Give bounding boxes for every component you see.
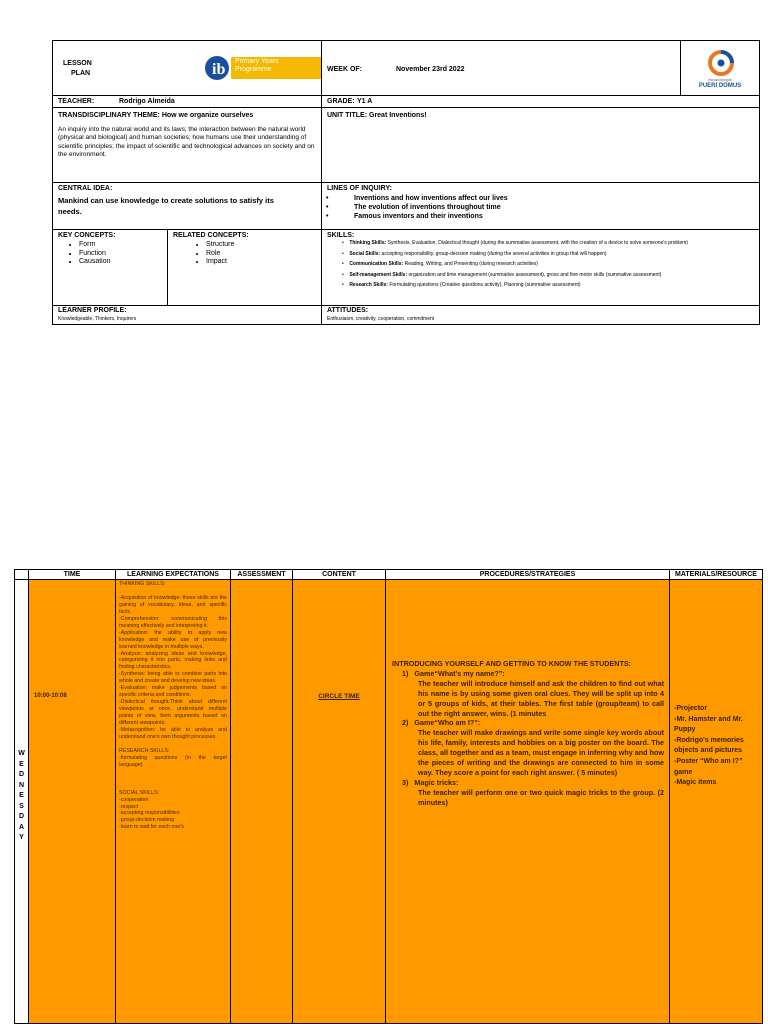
expectation-line: -Application: the ability to apply new knowledge and make use of previously learned knowledge in multiple ways. [119,629,227,650]
learning-expectations-text [116,580,230,832]
procedure-description: The teacher will make drawings and write some single key words about his life, family, interests and hobbies on a big poster on the board. The class, all together and as a team, must engage in inferring why and how the pieces of writing and the drawings are connected to him in some way. They score a point for each right answer. ( 5 minutes) [418,728,664,777]
plan-word: PLAN [71,70,91,77]
expectation-line: RESEARCH SKILLS: [119,747,170,754]
materials-cell [669,579,763,1024]
expectation-line: -Analysis: analyzing ideas and knowledge, categorizing it into parts, making links and finding characteristics. [119,650,227,671]
unit-title: UNIT TITLE: Great Inventions! [327,112,427,119]
header-learning-expectations: LEARNING EXPECTATIONS [115,569,231,580]
central-idea-text: Mankind can use knowledge to create solutions to satisfy its needs. [58,196,274,216]
materials-list [674,704,762,789]
day-label [15,749,28,844]
week-cell [321,40,681,96]
header-materials: MATERIALS/RESOURCE [669,569,763,580]
attitudes-text: Enthusiasm, creativity, cooperation, commitment [327,316,435,322]
expectation-line: -Evaluation: make judgements based on specific criteria and conditions. [119,685,227,699]
teacher-name: Rodrigo Almeida [119,98,175,105]
grade-value: Y1 A [357,98,373,105]
header-assessment: ASSESSMENT [230,569,293,580]
day-letter: W [18,750,25,757]
inquiry-line: • Inventions and how inventions affect our lives [326,195,508,202]
procedure-title: Magic tricks: [414,777,459,787]
day-letter: S [19,802,24,810]
lesson-word: LESSON [63,60,92,67]
procedure-item [402,718,664,777]
expectation-line: -Synthesis: being able to combine parts into whole and create and develop new ideas. [119,671,227,685]
learner-profile-text: Knowledgeable, Thinkers, Inquirers [58,316,137,322]
skill-text: accepting responsibility, group-decision making (during the several activities in group that will happen) [380,250,607,257]
expectation-line [119,769,227,776]
related-concept: • Role [206,250,234,259]
skill-text: Formulating questions (Creative questions activity), Planning (summative assessment) [387,282,581,288]
expectation-line: -Dialectical thought.Think about different viewpoints at once, understand multiple points of view, form arguments based on different viewpoints. [119,699,227,727]
related-concepts-list [180,241,234,267]
header-procedures: PROCEDURES/STRATEGIES [385,569,670,580]
week-of-value: November 23rd 2022 [396,66,465,73]
material-item: -Mr. Hamster and Mr. Puppy [674,715,743,734]
key-concepts-cell [52,229,168,306]
expectation-line: THINKING SKILLS: [119,581,166,587]
skill-name: Self-management Skills: [349,271,408,278]
attitudes-cell [321,305,760,325]
material-item: -Projector [674,705,708,712]
theme-description: An inquiry into the natural world and its laws; the interaction between the natural world (physical and biological) and human societies; how humans use their understanding of scientific principles; the impact of scientific and technological advances on society and on the environment. [58,126,315,159]
expectation-line [119,741,227,748]
skill-item: • Social Skills: accepting responsibility, group-decision making (during the several activities in group that will happen) [342,250,607,257]
day-letter: Y [19,834,24,841]
inquiry-line-text: The evolution of inventions throughout time [354,204,501,211]
skill-item: • Communication Skills: Reading, Writing, and Presenting (during research activities) [342,261,538,267]
inquiry-line: • The evolution of inventions throughout time [326,204,501,211]
skill-text: organization and time management (summative assessment), gross and fine motor skills (summative assessment) [407,271,662,278]
theme-cell [52,107,322,183]
logo-subtext: escola bilíngue [708,78,732,82]
related-concept: • Structure [206,241,234,250]
day-cell [14,579,29,1024]
expectation-line: -Acquisition of knowledge: these skills are the gaining of vocabulary, ideas, and specific facts. [119,594,227,615]
assessment-cell [230,579,293,1024]
related-concepts-cell [167,229,322,306]
material-item: -Magic items [674,779,717,787]
grade-label: GRADE: [327,98,355,105]
learning-expectations-cell [115,579,231,1024]
procedures-cell [385,579,670,1024]
day-letter: A [18,823,25,831]
expectation-line [119,776,227,783]
skills-label: SKILLS: [327,232,355,239]
skill-item: • Thinking Skills: Synthesis, Evaluation, Dialectical thought (during the summative assessment, with the creation of a device to solve someone's problem) [342,240,688,246]
key-concept: • Form [79,241,111,250]
day-letter: D [18,771,25,778]
procedure-description: The teacher will introduce himself and ask the children to find out what his name is by using some given oral clues. They will be split up into 4 or 5 groups of kids, at their tables. The first table (group/team) to call out the right answer, wins. (1 minutes [418,678,664,718]
teacher-label: TEACHER: [58,98,95,105]
inquiry-line-text: Famous inventors and their inventions [354,213,483,220]
procedure-number: 1) [402,668,415,678]
inquiry-line: • Famous inventors and their inventions [326,213,483,220]
day-letter: E [19,760,24,768]
related-concepts-label: RELATED CONCEPTS: [173,232,249,239]
skills-cell [321,229,760,306]
day-letter: N [18,781,25,789]
expectation-line: -cooperation [119,796,149,803]
learner-profile-cell [52,305,322,325]
related-concept: • Impact [206,258,234,267]
expectation-line [119,588,227,595]
expectation-line: -Comprehension: communicating this meaning effectively and interpreting it. [119,615,227,629]
procedure-title: Game“What's my name?”: [414,668,505,678]
ib-logo-line: Primary Years [235,58,279,65]
lines-of-inquiry-label: LINES OF INQUIRY: [327,185,392,192]
key-concept: • Function [79,250,111,259]
central-idea-cell [52,182,322,230]
lesson-plan-cell [52,40,322,96]
expectation-line: -accepting responsibilities [119,810,180,817]
skill-text: Synthesis, Evaluation, Dialectical thought (during the summative assessment, with the creation of a device to solve someone's problem) [386,240,688,246]
expectation-line: -group-decision making [119,817,175,824]
expectation-line: -formulating questions (in the target language) [119,754,227,768]
day-letter: E [19,792,24,799]
material-item: -Rodrigo's memories objects and pictures [674,736,744,755]
procedure-item [402,669,664,719]
schedule-table [14,569,763,1024]
material-item: -Poster “Who am I?” game [674,757,743,776]
content-cell [292,579,386,1024]
expectation-line: -learn to wait for each one's [119,824,184,831]
key-concepts-label: KEY CONCEPTS: [58,232,116,239]
transdisciplinary-theme-label: TRANSDISCIPLINARY THEME: How we organize ourselves [58,112,254,119]
pueri-domus-logo-icon [708,50,734,76]
key-concept: • Causation [79,258,111,267]
learner-profile-label: LEARNER PROFILE: [58,307,127,314]
week-of-label: WEEK OF: [327,66,362,73]
ib-logo-line: Programme [235,66,272,73]
procedures-list [392,669,664,808]
skill-text: Reading, Writing, and Presenting (during research activities) [403,261,538,267]
skill-name: Research Skills: [349,282,388,288]
procedure-number: 3) [402,777,415,787]
lines-of-inquiry-cell [321,182,760,230]
key-concepts-list [53,241,111,267]
procedure-title: Game“Who am I?”: [414,718,481,728]
header-time: TIME [28,569,116,580]
skill-name: Communication Skills: [349,261,404,267]
lesson-plan-header-table [52,40,760,326]
lesson-plan-title [63,59,92,79]
lines-of-inquiry-list [326,194,508,221]
procedures-text [392,659,664,808]
ib-logo-text [235,58,279,74]
procedures-title: INTRODUCING YOURSELF AND GETTING TO KNOW THE STUDENTS: [392,659,632,668]
procedure-description: The teacher will perform one or two quick magic tricks to the group. (2 minutes) [418,787,664,807]
school-logo-cell [680,40,760,96]
skill-item: • Research Skills: Formulating questions (Creative questions activity), Planning (summative assessment) [342,282,581,288]
header-content: CONTENT [292,569,386,580]
time-value: 10:00-10:08 [34,693,67,699]
day-letter: D [18,813,25,820]
central-idea-label: CENTRAL IDEA: [58,185,113,192]
expectation-line: SOCIAL SKILLS: [119,789,160,796]
skills-list [342,240,752,290]
expectation-line [119,783,227,790]
time-cell [28,579,116,1024]
skill-name: Social Skills: [349,250,381,257]
unit-title-cell [321,107,760,183]
expectation-line: -Metacognition: be able to analyze and understand one's own thought processes. [119,727,227,740]
procedure-number: 2) [402,718,415,728]
attitudes-label: ATTITUDES: [327,307,369,314]
logo-name: PUERI DOMUS [698,83,742,89]
procedure-item [402,778,664,808]
svg-text:ib: ib [212,61,226,78]
inquiry-line-text: Inventions and how inventions affect our lives [354,195,508,202]
skill-name: Thinking Skills: [349,240,387,246]
content-value: CIRCLE TIME [318,693,360,700]
skill-item: • Self-management Skills: organization and time management (summative assessment), gross and fine motor skills (summative assessment) [342,271,662,278]
expectation-line: -respect [119,803,139,810]
